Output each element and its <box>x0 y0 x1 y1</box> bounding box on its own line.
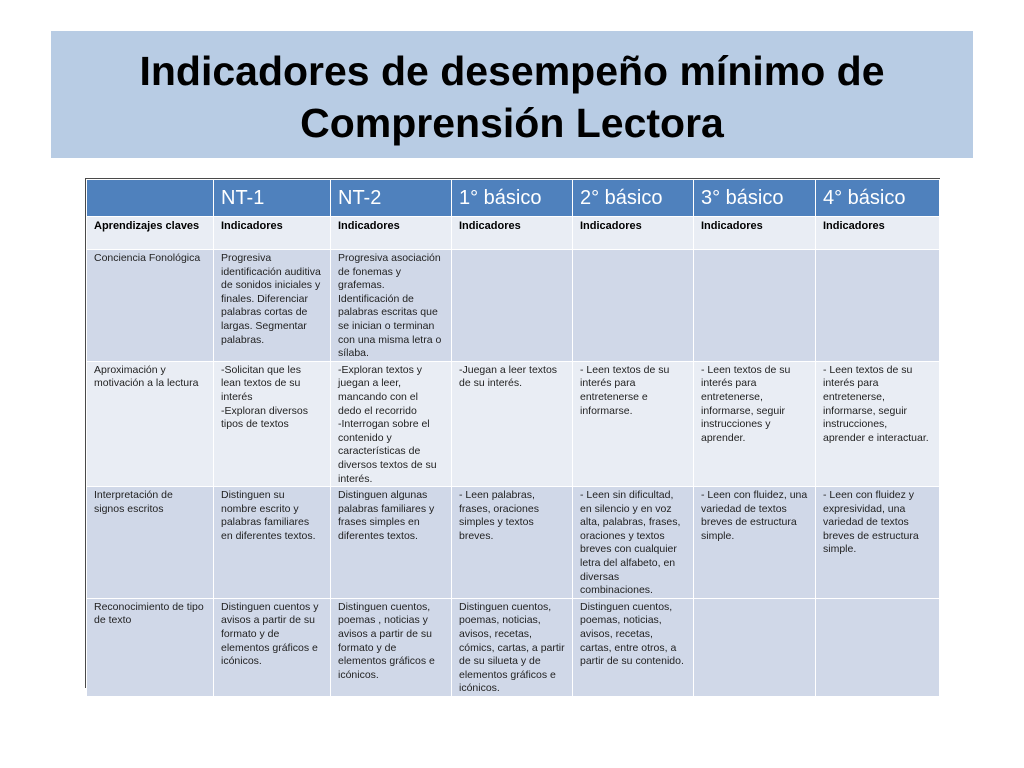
header-cell-nt2: NT-2 <box>331 180 452 217</box>
table-cell <box>452 250 573 362</box>
header-cell-1-basico: 1° básico <box>452 180 573 217</box>
table-cell: - Leen textos de su interés para entretenerse, informarse, seguir instrucciones y aprender. <box>694 361 816 486</box>
table-cell <box>573 250 694 362</box>
table-cell: -Juegan a leer textos de su interés. <box>452 361 573 486</box>
table-cell: Distinguen cuentos, poemas, noticias, avisos, recetas, cómics, cartas, a partir de su silueta y de elementos gráficos e icónicos. <box>452 598 573 696</box>
subheader-cell: Indicadores <box>331 217 452 250</box>
table-cell: Distinguen su nombre escrito y palabras familiares en diferentes textos. <box>214 487 331 599</box>
header-cell-empty <box>87 180 214 217</box>
subheader-row <box>87 217 940 250</box>
indicators-table <box>86 179 940 697</box>
table-cell: - Leen con fluidez, una variedad de textos breves de estructura simple. <box>694 487 816 599</box>
header-cell-nt1: NT-1 <box>214 180 331 217</box>
table-cell: -Solicitan que les lean textos de su interés -Exploran diversos tipos de textos <box>214 361 331 486</box>
subheader-cell: Indicadores <box>573 217 694 250</box>
title-banner <box>51 31 973 158</box>
table-cell: Distinguen cuentos, poemas, noticias, avisos, recetas, cartas, entre otros, a partir de su contenido. <box>573 598 694 696</box>
subheader-cell: Indicadores <box>214 217 331 250</box>
table-cell <box>816 598 940 696</box>
row-label-cell: Aproximación y motivación a la lectura <box>87 361 214 486</box>
table-cell: - Leen textos de su interés para entretenerse e informarse. <box>573 361 694 486</box>
table-cell <box>694 250 816 362</box>
subheader-cell: Indicadores <box>694 217 816 250</box>
header-cell-2-basico: 2° básico <box>573 180 694 217</box>
subheader-cell: Indicadores <box>452 217 573 250</box>
table-cell: Progresiva identificación auditiva de sonidos iniciales y finales. Diferenciar palabras cortas de largas. Segmentar palabras. <box>214 250 331 362</box>
row-label-cell: Reconocimiento de tipo de texto <box>87 598 214 696</box>
table-cell <box>694 598 816 696</box>
level-header-row <box>87 180 940 217</box>
table-cell <box>816 250 940 362</box>
table-row <box>87 598 940 696</box>
table-row <box>87 487 940 599</box>
table-cell: Distinguen cuentos y avisos a partir de su formato y de elementos gráficos e icónicos. <box>214 598 331 696</box>
table-cell: Distinguen cuentos, poemas , noticias y avisos a partir de su formato y de elementos gráficos e icónicos. <box>331 598 452 696</box>
table-cell: - Leen textos de su interés para entretenerse, informarse, seguir instrucciones, aprender e interactuar. <box>816 361 940 486</box>
header-cell-3-basico: 3° básico <box>694 180 816 217</box>
table-cell: - Leen palabras, frases, oraciones simples y textos breves. <box>452 487 573 599</box>
table-row <box>87 250 940 362</box>
slide-title: Indicadores de desempeño mínimo de Comprensión Lectora <box>139 48 885 146</box>
subheader-cell: Indicadores <box>816 217 940 250</box>
row-label-cell: Interpretación de signos escritos <box>87 487 214 599</box>
table-row <box>87 361 940 486</box>
header-cell-4-basico: 4° básico <box>816 180 940 217</box>
table-cell: Distinguen algunas palabras familiares y frases simples en diferentes textos. <box>331 487 452 599</box>
table-cell: -Exploran textos y juegan a leer, mancando con el dedo el recorrido -Interrogan sobre el contenido y características de diversos textos de su interés. <box>331 361 452 486</box>
table-cell: - Leen sin dificultad, en silencio y en voz alta, palabras, frases, oraciones y textos breves con cualquier letra del alfabeto, en diversas combinaciones. <box>573 487 694 599</box>
indicators-table-container <box>85 178 940 695</box>
table-cell: Progresiva asociación de fonemas y grafemas. Identificación de palabras escritas que se inician o terminan con una misma letra o sílaba. <box>331 250 452 362</box>
subheader-cell: Aprendizajes claves <box>87 217 214 250</box>
table-cell: - Leen con fluidez y expresividad, una variedad de textos breves de estructura simple. <box>816 487 940 599</box>
row-label-cell: Conciencia Fonológica <box>87 250 214 362</box>
